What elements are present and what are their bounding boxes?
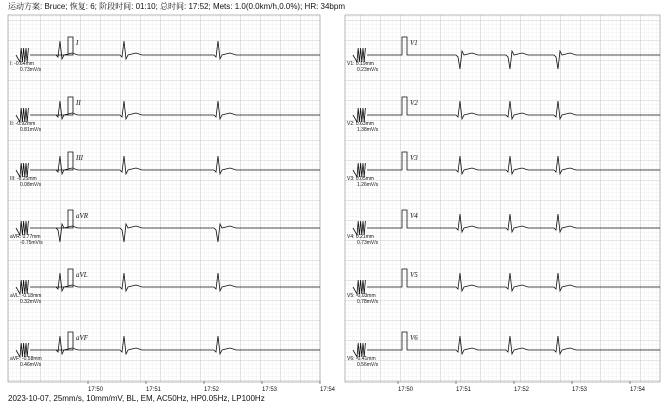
lead-slope-v2: 1.38mV/s	[357, 127, 379, 133]
lead-slope-avf: 0.46mV/s	[20, 362, 42, 368]
right-grid-panel	[345, 15, 660, 382]
lead-slope-avr: -0.75mV/s	[20, 240, 43, 246]
lead-measure-i: I: -0.64mm	[10, 61, 34, 67]
lead-measure-avf: aVF: -0.58mm	[10, 356, 42, 362]
lead-slope-iii: 0.08mV/s	[20, 182, 42, 188]
time-axis	[88, 381, 646, 393]
time-tick-left-0: 17:50	[88, 387, 104, 393]
lead-label-avl: aVL	[76, 271, 88, 279]
lead-measure-avr: aVR: 0.77mm	[10, 234, 41, 240]
time-tick-left-1: 17:51	[146, 387, 162, 393]
time-tick-left-4: 17:54	[320, 387, 336, 393]
lead-slope-ii: 0.81mV/s	[20, 127, 42, 133]
lead-measure-ii: II: -0.92mm	[10, 121, 36, 127]
lead-slope-v5: 0.78mV/s	[357, 299, 379, 305]
lead-slope-v4: 0.73mV/s	[357, 240, 379, 246]
lead-label-v4: V4	[410, 212, 418, 220]
time-tick-right-4: 17:54	[630, 387, 646, 393]
lead-label-v3: V3	[410, 154, 418, 162]
lead-measure-iii: III: -0.25mm	[10, 176, 37, 182]
lead-measure-v3: V3: 0.05mm	[347, 176, 374, 182]
lead-slope-avl: 0.32mV/s	[20, 299, 42, 305]
lead-label-i: I	[76, 39, 79, 47]
lead-slope-i: 0.73mV/s	[20, 67, 42, 73]
time-tick-left-3: 17:53	[262, 387, 278, 393]
lead-label-avf: aVF	[76, 334, 89, 342]
time-tick-right-3: 17:53	[572, 387, 588, 393]
lead-label-avr: aVR	[76, 212, 89, 220]
lead-slope-v3: 1.26mV/s	[357, 182, 379, 188]
lead-measure-v5: V5: -0.03mm	[347, 293, 376, 299]
lead-label-v1: V1	[410, 39, 418, 47]
lead-label-iii: III	[76, 154, 83, 162]
time-tick-right-1: 17:51	[456, 387, 472, 393]
time-tick-right-2: 17:52	[514, 387, 530, 393]
lead-label-v5: V5	[410, 271, 418, 279]
lead-measure-v6: V6: -0.41mm	[347, 356, 376, 362]
recording-settings-footer: 2023-10-07, 25mm/s, 10mm/mV, BL, EM, AC50Hz, HP0.05Hz, LP100Hz	[8, 394, 265, 403]
lead-measure-v1: V1: 0.19mm	[347, 61, 374, 67]
recording-info-header: 运动方案: Bruce; 恢复: 6; 阶段时间: 01:10; 总时间: 17:52; Mets: 1.0(0.0km/h,0.0%); HR: 34bpm	[8, 2, 345, 11]
lead-label-v6: V6	[410, 334, 418, 342]
lead-measure-avl: aVL: -0.18mm	[10, 293, 42, 299]
lead-label-ii: II	[76, 99, 81, 107]
time-tick-right-0: 17:50	[398, 387, 414, 393]
lead-slope-v6: 0.56mV/s	[357, 362, 379, 368]
lead-measure-v4: V4: 0.21mm	[347, 234, 374, 240]
lead-slope-v1: 0.23mV/s	[357, 67, 379, 73]
lead-measure-v2: V2: 0.63mm	[347, 121, 374, 127]
time-tick-left-2: 17:52	[204, 387, 220, 393]
lead-label-v2: V2	[410, 99, 418, 107]
left-grid-panel	[8, 15, 320, 382]
